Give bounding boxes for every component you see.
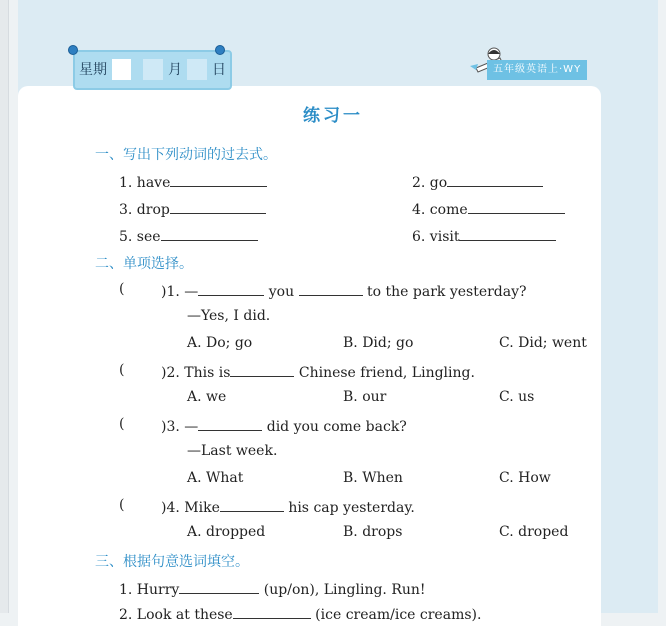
- option-b[interactable]: B. When: [343, 470, 403, 486]
- question: )1. — you to the park yesterday?: [161, 281, 527, 300]
- option-b[interactable]: B. our: [343, 389, 387, 405]
- answer-blank[interactable]: [179, 579, 259, 594]
- worksheet-paper: [18, 86, 601, 626]
- question: )3. — did you come back?: [161, 416, 407, 435]
- answer-blank[interactable]: [198, 281, 264, 296]
- answer-blank[interactable]: [230, 362, 294, 377]
- reply-line: —Yes, I did.: [187, 308, 271, 324]
- page-title: 练习一: [303, 106, 363, 126]
- pin-icon: [215, 45, 225, 55]
- answer-blank[interactable]: [198, 416, 262, 431]
- answer-blank[interactable]: [170, 172, 267, 187]
- answer-blank[interactable]: [220, 497, 284, 512]
- verb-item: 2. go: [412, 172, 543, 191]
- section-heading: 三、根据句意选词填空。: [95, 554, 249, 570]
- answer-blank[interactable]: [459, 226, 556, 241]
- pin-icon: [68, 45, 78, 55]
- weekday-blank[interactable]: [112, 59, 131, 80]
- option-a[interactable]: A. dropped: [187, 524, 266, 540]
- option-a[interactable]: A. we: [187, 389, 227, 405]
- choice-paren[interactable]: (: [119, 281, 125, 297]
- fill-item: 1. Hurry (up/on), Lingling. Run!: [119, 579, 426, 598]
- question: )2. This is Chinese friend, Lingling.: [161, 362, 475, 381]
- option-a[interactable]: A. Do; go: [187, 335, 253, 351]
- fill-item: 2. Look at these (ice cream/ice creams).: [119, 604, 481, 623]
- choice-paren[interactable]: (: [119, 416, 125, 432]
- verb-item: 6. visit: [412, 226, 556, 245]
- verb-item: 3. drop: [119, 199, 266, 218]
- option-c[interactable]: C. How: [499, 470, 551, 486]
- option-c[interactable]: C. Did; went: [499, 335, 587, 351]
- month-blank[interactable]: [143, 59, 163, 80]
- answer-blank[interactable]: [233, 604, 311, 619]
- choice-paren[interactable]: (: [119, 497, 125, 513]
- answer-blank[interactable]: [468, 199, 565, 214]
- answer-blank[interactable]: [170, 199, 266, 214]
- date-box: [73, 50, 232, 90]
- option-b[interactable]: B. drops: [343, 524, 403, 540]
- day-blank[interactable]: [187, 59, 207, 80]
- answer-blank[interactable]: [161, 226, 258, 241]
- day-label: 日: [212, 62, 226, 78]
- answer-blank[interactable]: [447, 172, 543, 187]
- reply-line: —Last week.: [187, 443, 278, 459]
- choice-paren[interactable]: (: [119, 362, 125, 378]
- page-edge: [0, 0, 9, 613]
- question: )4. Mike his cap yesterday.: [161, 497, 415, 516]
- month-label: 月: [168, 62, 182, 78]
- answer-blank[interactable]: [299, 281, 363, 296]
- option-b[interactable]: B. Did; go: [343, 335, 414, 351]
- option-c[interactable]: C. us: [499, 389, 535, 405]
- option-a[interactable]: A. What: [187, 470, 244, 486]
- grade-tag: 五年级英语上·WY: [487, 60, 587, 80]
- verb-item: 5. see: [119, 226, 258, 245]
- verb-item: 4. come: [412, 199, 565, 218]
- option-c[interactable]: C. droped: [499, 524, 569, 540]
- weekday-label: 星期: [79, 62, 107, 78]
- section-heading: 一、写出下列动词的过去式。: [95, 147, 277, 163]
- verb-item: 1. have: [119, 172, 267, 191]
- section-heading: 二、单项选择。: [95, 256, 193, 272]
